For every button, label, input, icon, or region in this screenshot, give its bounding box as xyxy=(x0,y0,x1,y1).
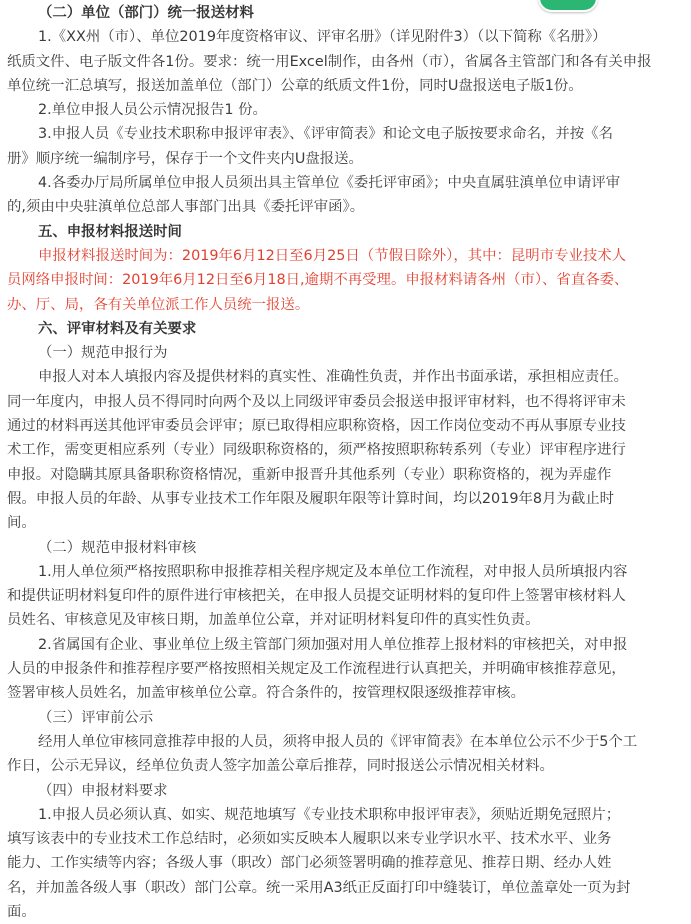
paragraph-line: 名，并加盖各级人事（职改）部门公章。统一采用A3纸正反面打印中缝装订，单位盖章处一页为封 xyxy=(7,879,631,896)
paragraph-line: 3.申报人员《专业技术职称申报评审表》、《评审简表》和论文电子版按要求命名，并按《名 xyxy=(38,126,613,143)
section-heading: （二）单位（部门）统一报送材料 xyxy=(38,5,254,21)
paragraph-line: 纸质文件、电子版文件各1份。要求：统一用Excel制作，由各州（市），省属各主管部门和各有关申报 xyxy=(7,53,652,70)
paragraph-line: 作日，公示无异议，经单位负责人签字加盖公章后推荐，同时报送公示情况相关材料。 xyxy=(7,758,554,775)
subsection-heading: （一）规范申报行为 xyxy=(38,345,168,362)
deadline-notice-line: 办、厅、局，各有关单位派工作人员统一报送。 xyxy=(7,296,310,313)
paragraph-line: 2.单位申报人员公示情况报告1 份。 xyxy=(38,102,267,119)
paragraph-line: 人员的申报条件和推荐程序要严格按照相关规定及工作流程进行认真把关，并明确审核推荐意见， xyxy=(7,661,626,678)
paragraph-line: 1.《XX州（市）、单位2019年度资格审议、评审名册》（详见附件3）（以下简称《名册》） xyxy=(38,29,607,46)
paragraph-line: 的,须由中央驻滇单位总部人事部门出具《委托评审函》。 xyxy=(7,199,365,216)
section-heading: 五、申报材料报送时间 xyxy=(38,223,182,240)
paragraph-line: 面。 xyxy=(7,903,36,920)
paragraph-line: 员姓名、审核意见及审核日期，加盖单位公章，并对证明材料复印件的真实性负责。 xyxy=(7,612,540,629)
paragraph-line: 通过的材料再送其他评审委员会评审；原已取得相应职称资格，因工作岗位变动不再从事原专业技 xyxy=(7,418,626,435)
paragraph-line: 假。申报人员的年龄、从事专业技术工作年限及履职年限等计算时间，均以2019年8月为截止时 xyxy=(7,490,615,507)
paragraph-line: 间。 xyxy=(7,515,36,532)
paragraph-line: 申报。对隐瞒其原具备职称资格情况，重新申报晋升其他系列（专业）职称资格的，视为弄虚作 xyxy=(7,466,612,483)
paragraph-line: 申报人对本人填报内容及提供材料的真实性、准确性负责，并作出书面承诺，承担相应责任。 xyxy=(38,369,629,386)
paragraph-line: 经用人单位审核同意推荐申报的人员，须将申报人员的《评审简表》在本单位公示不少于5个工 xyxy=(38,733,638,750)
paragraph-line: 单位统一汇总填写，报送加盖单位（部门）公章的纸质文件1份，同时U盘报送电子版1份。 xyxy=(7,77,583,94)
deadline-notice-line: 申报材料报送时间为：2019年6月12日至6月25日（节假日除外），其中：昆明市专业技术人 xyxy=(38,247,627,264)
paragraph-line: 2.省属国有企业、事业单位上级主管部门须加强对用人单位推荐上报材料的审核把关，对申报 xyxy=(38,636,628,653)
paragraph-line: 1.申报人员必须认真、如实、规范地填写《专业技术职称申报评审表》，须贴近期免冠照片； xyxy=(38,806,621,823)
paragraph-line: 4.各委办厅局所属单位申报人员须出具主管单位《委托评审函》；中央直属驻滇单位申请评审 xyxy=(38,175,621,192)
subsection-heading: （四）申报材料要求 xyxy=(38,782,168,799)
paragraph-line: 同一年度内，申报人员不得同时向两个及以上同级评审委员会报送申报评审材料，也不得将评审未 xyxy=(7,393,626,410)
paragraph-line: 填写该表中的专业技术工作总结时，必须如实反映本人履职以来专业学识水平、技术水平、业务 xyxy=(7,831,612,848)
paragraph-line: 和提供证明材料复印件的原件进行审核把关，在申报人员提交证明材料的复印件上签署审核材料人 xyxy=(7,588,626,605)
document-body xyxy=(7,1,687,924)
subsection-heading: （二）规范申报材料审核 xyxy=(38,539,197,556)
paragraph-line: 能力、工作实绩等内容；各级人事（职改）部门必须签署明确的推荐意见、推荐日期、经办人姓 xyxy=(7,855,612,872)
paragraph-line: 册》顺序统一编制序号，保存于一个文件夹内U盘报送。 xyxy=(7,150,363,167)
section-heading: 六、评审材料及有关要求 xyxy=(38,320,197,337)
paragraph-line: 1.用人单位须严格按照职称申报推荐相关程序规定及本单位工作流程，对申报人员所填报内容 xyxy=(38,563,628,580)
paragraph-line: 签署审核人员姓名，加盖审核单位公章。符合条件的，按管理权限逐级推荐审核。 xyxy=(7,685,526,702)
subsection-heading: （三）评审前公示 xyxy=(38,709,154,726)
paragraph-line: 术工作，需变更相应系列（专业）同级职称资格的，须严格按照职称转系列（专业）评审程序进行 xyxy=(7,442,626,459)
deadline-notice-line: 员网络申报时间：2019年6月12日至6月18日,逾期不再受理。申报材料请各州（市）、省直各委、 xyxy=(7,272,629,289)
